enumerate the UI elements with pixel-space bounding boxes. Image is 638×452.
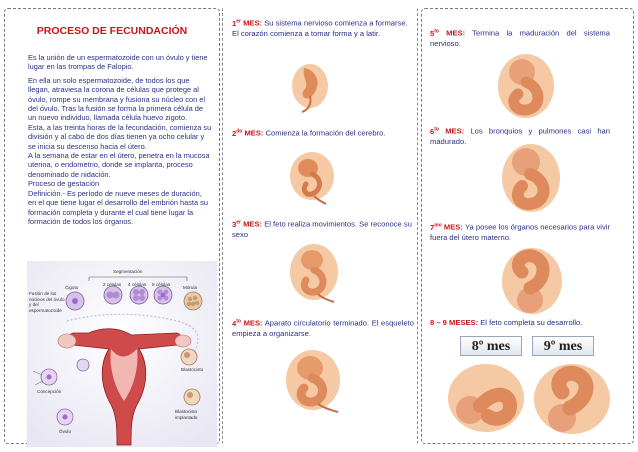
fetus-month-8-image <box>444 360 528 436</box>
month-1-description: Su sistema nervioso comienza a formarse. El corazón comienza a tomar forma y a latir. <box>232 18 408 39</box>
embryo-month-2-image <box>282 146 342 208</box>
month-4-description: Aparato circulatorio terminado. El esqueleto empieza a organizarse. <box>232 318 414 339</box>
paragraph-division: Esta, a las treinta horas de la fecundación, comienza su división y al cabo de dos días tienen ya ocho celular y se inicia su descenso hacia el útero. <box>28 122 212 151</box>
fetus-month-3-image <box>284 240 344 304</box>
month-3-number: 3er <box>232 219 241 229</box>
gestation-heading: Proceso de gestación <box>28 179 100 189</box>
fetus-month-7-image <box>496 244 568 318</box>
label-segmentacion: Segmentación <box>113 269 143 274</box>
month-2-description: Comienza la formación del cerebro. <box>263 128 386 138</box>
label-8-celulas: 8 células <box>152 282 171 287</box>
month-1-number: 1er <box>232 18 241 28</box>
panel-title: PROCESO DE FECUNDACIÓN <box>36 25 188 37</box>
month-3-description: El feto realiza movimientos. Se reconoce su sexo <box>232 219 412 240</box>
label-concepcion: Concepción <box>37 389 62 394</box>
month-9-badge: 9º mes <box>532 336 594 356</box>
label-blastocisto-implantado: Blastocisto implantado <box>175 409 198 420</box>
month-8-9-number: 8 – 9 <box>430 318 447 327</box>
month-3-text <box>232 217 414 241</box>
paragraph-definition: Es la unión de un espermatozoide con un óvulo y tiene lugar en las trompas de Falopio. <box>28 53 208 72</box>
fecundation-diagram <box>27 261 217 447</box>
month-4-label: MES: <box>240 318 263 328</box>
month-1-text <box>232 16 414 40</box>
month-5-label: MES: <box>438 28 466 38</box>
fecundation-text <box>28 53 212 230</box>
month-2-text <box>232 126 414 139</box>
label-cigoto: Cigoto <box>65 285 79 290</box>
month-1-label: MES: <box>240 18 263 28</box>
label-blastocisto: Blastocisto <box>181 367 204 372</box>
month-6-description: Los bronquios y pulmones casi han madurado. <box>430 126 610 147</box>
month-7-text <box>430 220 610 244</box>
fetus-month-6-image <box>496 140 566 216</box>
month-7-number: $7^{mo}$ <box>430 222 442 232</box>
fecundation-panel <box>4 8 220 444</box>
label-2-celulas: 2 células <box>103 282 122 287</box>
month-8-9-text <box>430 318 610 329</box>
month-5-description: Termina la maduración del sistema nervioso. <box>430 28 610 49</box>
month-4-text <box>232 316 414 340</box>
month-8-9-label: MESES: <box>446 318 479 327</box>
month-8-9-description: El feto completa su desarrollo. <box>478 318 583 327</box>
label-ovulo: Óvulo <box>59 429 72 434</box>
fetus-month-4-image <box>280 346 346 414</box>
paragraph-process: En ella un solo espermatozoide, de todos los que llegan, atraviesa la corona de células que protege al óvulo, rompe su membrana y fusiona su núcleo con el del óvulo. Tras la fusión se forma la primera célula de un nuevo individuo, llamada célula huevo zigoto. <box>28 75 206 123</box>
month-7-label: MES: <box>441 222 463 232</box>
embryo-month-1-image <box>282 56 338 116</box>
label-morula: Mórula <box>183 285 198 290</box>
month-6-number: $6^{to}$ <box>430 126 439 136</box>
fetus-month-5-image <box>492 50 560 122</box>
month-3-label: MES: <box>240 219 263 229</box>
month-4-number: $4^{to}$ <box>232 318 241 328</box>
month-5-number: $5^{to}$ <box>430 28 439 38</box>
month-7-description: Ya posee los órganos necesarios para vivir fuera del útero materno. <box>430 222 610 243</box>
label-fusion: Fusión de los núcleos del óvulo y del espermatozoide <box>29 291 65 313</box>
month-5-text <box>430 26 610 50</box>
paragraph-gestation-definition: Definición.- Es período de nueve meses de duración, en el que tiene lugar el desarrollo del embrión hasta su formación completa y durante el cual tiene lugar la formación de todos los órganos. <box>28 188 208 226</box>
fetus-month-9-image <box>530 360 614 438</box>
label-4-celulas: 4 células <box>128 282 147 287</box>
month-2-number: $2^{do}$ <box>232 128 243 138</box>
month-2-label: MES: <box>242 128 264 138</box>
paragraph-nidation: A la semana de estar en el útero, penetra en la mucosa uterina, o endometrio, donde se implanta, proceso denominado de nidación. <box>28 151 210 179</box>
month-8-badge: 8º mes <box>460 336 522 356</box>
month-6-label: MES: <box>438 126 465 136</box>
